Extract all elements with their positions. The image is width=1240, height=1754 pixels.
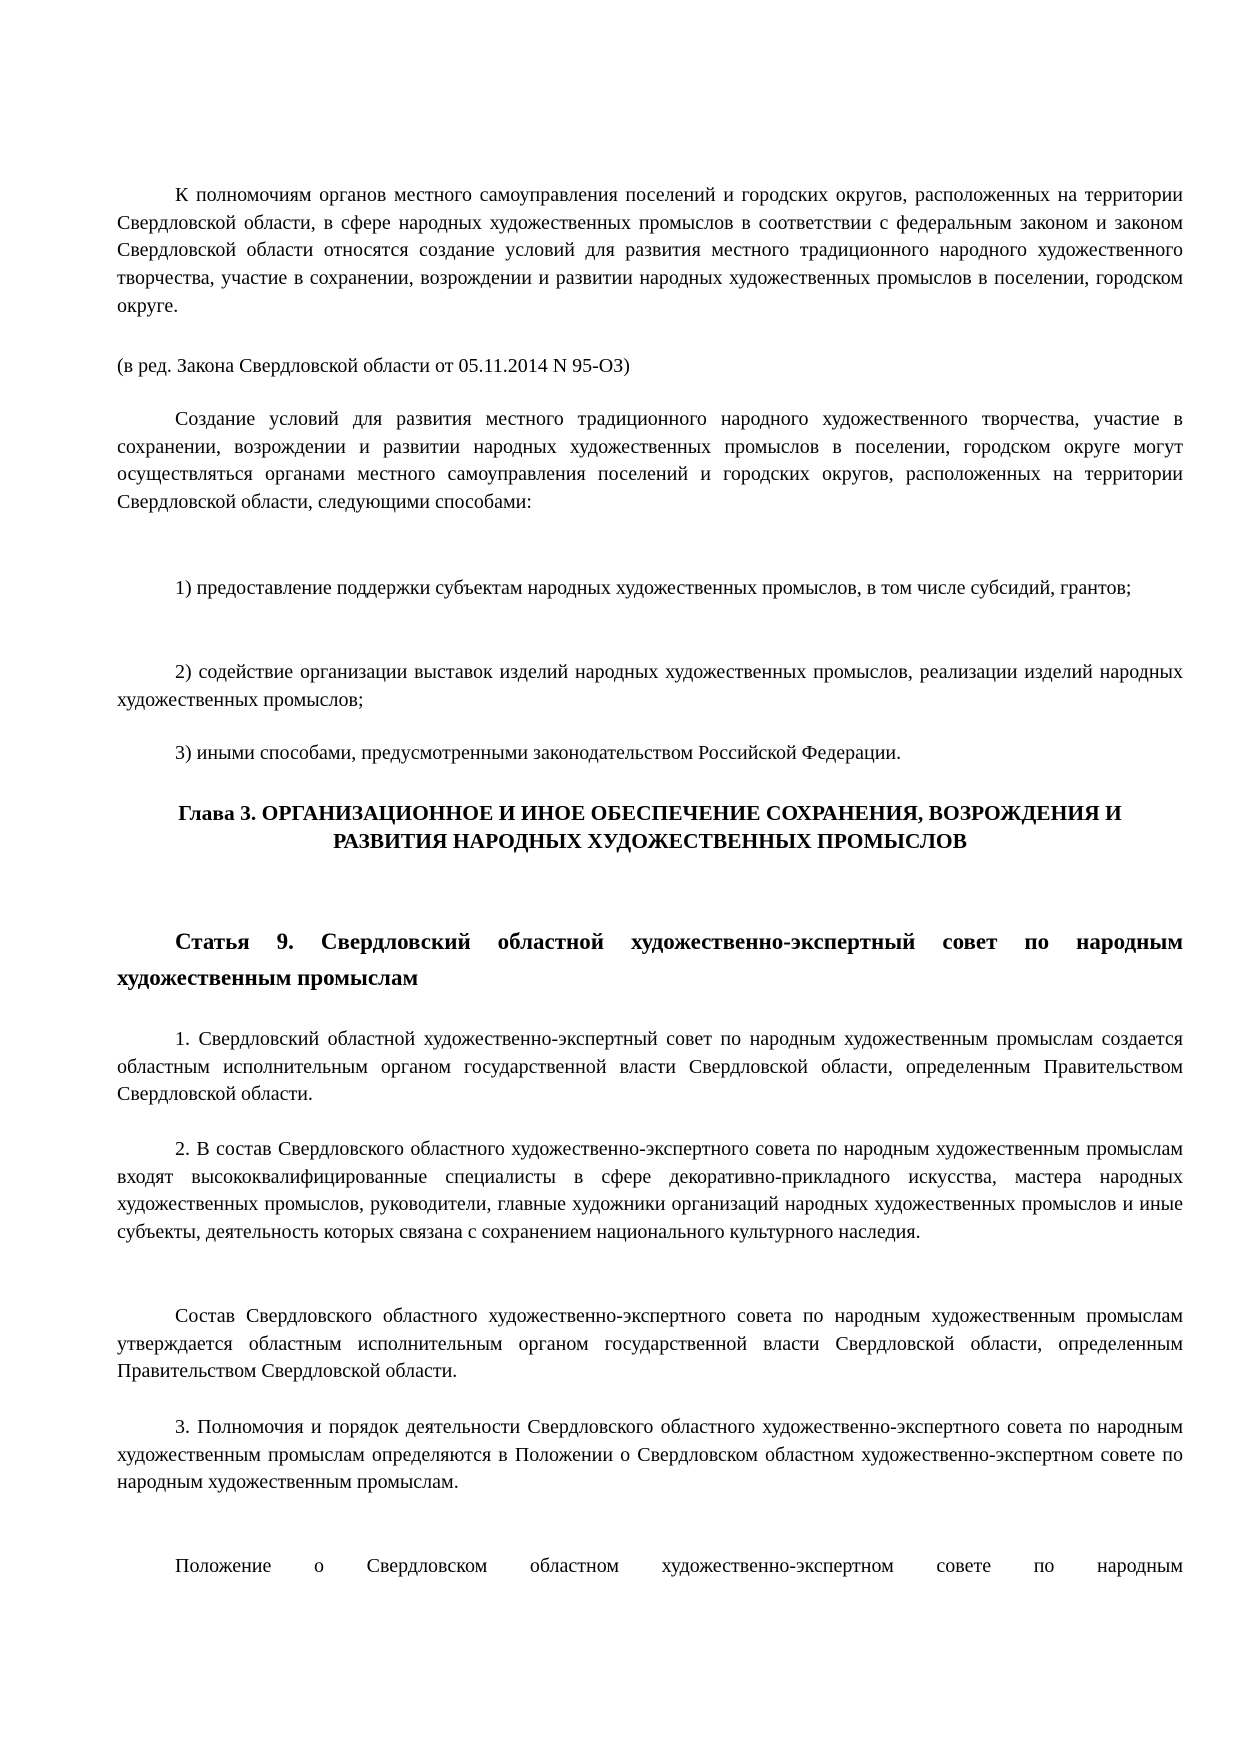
list-item-3: 3) иными способами, предусмотренными законодательством Российской Федерации. — [175, 742, 902, 764]
article-paragraph-2: 2. В состав Свердловского областного художественно-экспертного совета по народным художественным промыслам входят высококвалифицированные специалисты в сфере декоративно-прикладного искусства, мастера народных художественных промыслов, руководители, главные художники организаций народных художественных промыслов и иные субъекты, деятельность которых связана с сохранением национального культурного наследия. — [117, 1138, 1183, 1244]
amendment-reference: (в ред. Закона Свердловской области от 05.11.2014 N 95-ОЗ) — [117, 355, 630, 377]
article-paragraph-composition: Состав Свердловского областного художественно-экспертного совета по народным художественным промыслам утверждается областным исполнительным органом государственной власти Свердловской области, определенным Правительством Свердловской области. — [117, 1305, 1183, 1383]
article-paragraph-regulation: Положение о Свердловском областном художественно-экспертном совете по народным — [175, 1555, 1183, 1577]
chapter-heading: Глава 3. ОРГАНИЗАЦИОННОЕ И ИНОЕ ОБЕСПЕЧЕНИЕ СОХРАНЕНИЯ, ВОЗРОЖДЕНИЯ И РАЗВИТИЯ НАРОДНЫХ ХУДОЖЕСТВЕННЫХ ПРОМЫСЛОВ — [178, 801, 1122, 853]
article-paragraph-3: 3. Полномочия и порядок деятельности Свердловского областного художественно-экспертного совета по народным художественным промыслам определяются в Положении о Свердловском областном художественно-экспертном совете по народным художественным промыслам. — [117, 1416, 1183, 1494]
paragraph-municipal-powers: К полномочиям органов местного самоуправления поселений и городских округов, расположенных на территории Свердловской области, в сфере народных художественных промыслов в соответствии с федеральным законом и законом Свердловской области относятся создание условий для развития местного традиционного народного художественного творчества, участие в сохранении, возрождении и развитии народных художественных промыслов в поселении, городском округе. — [117, 184, 1183, 317]
list-item-1: 1) предоставление поддержки субъектам народных художественных промыслов, в том числе субсидий, грантов; — [175, 577, 1132, 599]
article-heading: Статья 9. Свердловский областной художественно-экспертный совет по народным художественным промыслам — [117, 929, 1183, 990]
article-paragraph-1: 1. Свердловский областной художественно-экспертный совет по народным художественным промыслам создается областным исполнительным органом государственной власти Свердловской области, определенным Правительством Свердловской области. — [117, 1028, 1183, 1106]
list-item-2: 2) содействие организации выставок изделий народных художественных промыслов, реализации изделий народных художественных промыслов; — [117, 661, 1183, 711]
paragraph-conditions: Создание условий для развития местного традиционного народного художественного творчества, участие в сохранении, возрождении и развитии народных художественных промыслов в поселении, городском округе могут осуществляться органами местного самоуправления поселений и городских округов, расположенных на территории Свердловской области, следующими способами: — [117, 408, 1183, 514]
